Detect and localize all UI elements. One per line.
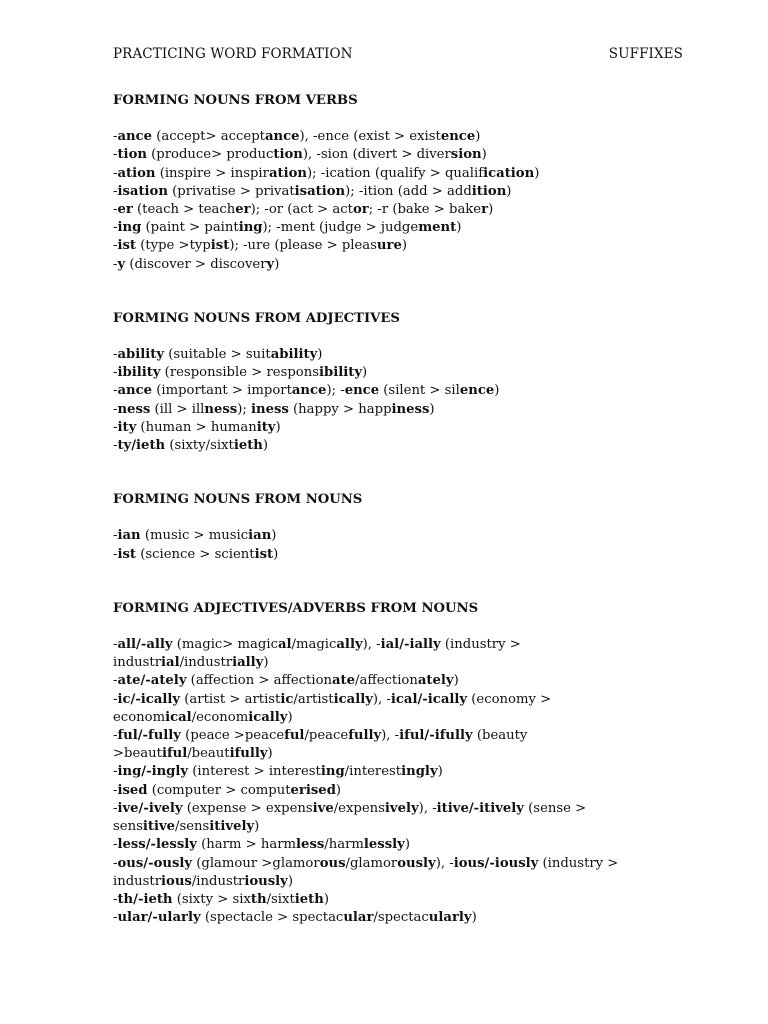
text-segment: /sens [175,819,210,835]
text-segment: (peace >peace [180,728,285,744]
text-segment: ) [254,819,260,835]
text-segment: (human > human [136,419,257,435]
suffix-line [113,800,683,818]
text-segment: (happy > happ [288,401,392,417]
suffix-bold: ially [232,655,264,671]
text-segment: ), - [381,728,400,744]
text-segment: - [113,800,118,816]
suffix-bold: iful [161,746,188,762]
text-segment: - [113,910,118,926]
text-segment: (ill > ill [150,401,205,417]
suffix-bold: ist [117,546,136,562]
suffix-bold: th/-ieth [117,891,173,907]
text-segment: ) [401,238,408,254]
suffix-line [113,527,683,545]
header-topic: SUFFIXES [608,46,683,62]
text-segment: - [113,256,118,272]
suffix-bold: ful/-fully [117,728,181,744]
suffix-line [113,836,683,854]
suffix-line [113,419,683,437]
text-segment: ) [263,655,269,671]
text-segment: ); -ication (qualify > qualif [307,165,484,181]
suffix-bold: ness [117,401,151,417]
text-segment: - [113,365,118,381]
suffix-line [113,691,683,709]
text-segment: (teach > teach [132,202,236,218]
suffix-bold: ieth [233,438,263,454]
text-segment: (produce> produc [146,147,274,163]
suffix-bold: ity [117,419,137,435]
text-segment: ), - [362,637,381,653]
text-segment: (harm > harm [196,837,297,853]
text-segment: (sixty/sixt [165,438,234,454]
suffix-bold: ular/-ularly [117,910,201,926]
suffix-bold: ive [312,800,334,816]
text-segment: (type >typ [136,238,211,254]
text-segment: - [113,220,118,236]
suffix-bold: fully [348,728,382,744]
text-segment: - [113,891,118,907]
suffix-bold: ously [397,855,436,871]
suffix-bold: ive/-ively [117,800,183,816]
text-segment: - [113,855,118,871]
text-segment: /peace [304,728,349,744]
text-segment: ) [317,347,323,363]
text-segment: (economy > [467,691,552,707]
suffix-bold: ance [117,383,153,399]
text-segment: - [113,637,118,653]
suffix-bold: iness [391,401,430,417]
suffix-bold: ation [268,165,307,181]
section-3 [113,600,683,927]
suffix-bold: ence [344,383,380,399]
suffix-bold: ing/-ingly [117,764,189,780]
text-segment: /sixt [266,891,295,907]
sections-container [113,92,683,927]
text-segment: - [113,401,118,417]
suffix-bold: ity [256,419,276,435]
suffix-bold: ous [319,855,346,871]
text-segment: (expense > expens [182,800,313,816]
suffix-line [113,763,683,781]
suffix-bold: ious [161,873,192,889]
text-segment: /beaut [187,746,230,762]
text-segment: (glamour >glamor [192,855,320,871]
text-segment: ) [456,220,462,236]
suffix-bold: ately [417,673,454,689]
text-segment: ) [362,365,368,381]
suffix-bold: iously [244,873,288,889]
text-segment: ) [273,546,279,562]
text-segment: ) [287,873,293,889]
suffix-bold: ing [320,764,345,780]
text-segment: ), - [372,691,391,707]
section-title: FORMING NOUNS FROM VERBS [113,93,358,108]
text-segment: (privatise > privat [167,183,295,199]
suffix-line [113,672,683,690]
suffix-bold: ure [376,238,402,254]
suffix-bold: ally [336,637,363,653]
suffix-line [113,128,683,146]
text-segment: ) [262,438,269,454]
text-segment: ); -ure (please > pleas [229,238,377,254]
text-segment: (magic> magic [172,637,278,653]
text-segment: industr [113,655,162,671]
suffix-bold: y [117,256,126,272]
suffix-bold: ic/-ically [117,691,181,707]
suffix-bold: less/-lessly [117,837,197,853]
text-segment: ) [475,129,481,145]
suffix-bold: ial/-ially [380,637,441,653]
text-segment: ) [506,183,512,199]
text-segment: ) [271,528,277,544]
text-segment: ), -sion (divert > diver [302,147,451,163]
suffix-line [113,256,683,274]
text-segment: /industr [191,873,245,889]
text-segment: ) [323,891,330,907]
text-segment: - [113,383,118,399]
suffix-bold: ibility [318,365,362,381]
suffix-line [113,401,683,419]
section-0 [113,92,683,274]
suffix-bold: ability [117,347,165,363]
text-segment: ), - [435,855,454,871]
text-segment: ) [471,910,477,926]
section-2 [113,491,683,564]
text-segment: /affection [355,673,418,689]
text-segment: - [113,202,118,218]
text-segment: ), -ence (exist > exist [299,129,441,145]
suffix-bold: ieth [294,891,324,907]
suffix-line [113,636,683,654]
suffix-bold: ingly [401,764,438,780]
suffix-bold: ical [165,709,192,725]
text-segment: ); -or (act > act [250,202,353,218]
text-segment: (discover > discover [125,256,267,272]
suffix-bold: ous/-ously [117,855,193,871]
suffix-bold: sion [450,147,482,163]
text-segment: ) [275,419,281,435]
suffix-bold: ian [117,528,141,544]
suffix-bold: isation [294,183,346,199]
suffix-line [113,891,683,909]
suffix-bold: itive/-itively [436,800,524,816]
document-page [113,44,683,963]
suffix-line [113,782,683,800]
text-segment: - [113,673,118,689]
suffix-bold: ition [471,183,507,199]
text-segment: - [113,147,118,163]
text-segment: - [113,419,118,435]
text-segment: (computer > comput [147,782,291,798]
text-segment: /spectac [373,910,429,926]
suffix-bold: ful [284,728,305,744]
text-segment: - [113,691,118,707]
suffix-bold: all/-ally [117,637,173,653]
suffix-bold: isation [117,183,168,199]
section-1 [113,310,683,455]
suffix-bold: ence [459,383,495,399]
text-segment: ) [494,383,500,399]
suffix-bold: ifully [229,746,268,762]
suffix-bold: ised [117,782,148,798]
suffix-line [113,873,683,891]
text-segment: /expens [333,800,385,816]
suffix-line [113,146,683,164]
suffix-line [113,709,683,727]
suffix-line [113,727,683,745]
suffix-bold: ibility [117,365,161,381]
suffix-bold: iful/-ifully [399,728,473,744]
text-segment: (accept> accept [152,129,265,145]
suffix-line [113,165,683,183]
text-segment: (sixty > six [172,891,251,907]
page-header [113,44,683,64]
text-segment: ); - [326,383,345,399]
suffix-bold: or [352,202,369,218]
suffix-bold: ic [280,691,294,707]
suffix-bold: ty/ieth [117,438,166,454]
text-segment: (industry > [538,855,619,871]
suffix-bold: ist [210,238,230,254]
text-segment: ) [274,256,280,272]
text-segment: (industry > [440,637,521,653]
suffix-bold: ment [418,220,457,236]
suffix-bold: ance [291,383,327,399]
text-segment: - [113,837,118,853]
suffix-bold: ular [343,910,374,926]
suffix-line [113,818,683,836]
suffix-line [113,382,683,400]
suffix-bold: ively [384,800,419,816]
text-segment: ) [481,147,487,163]
text-segment: (responsible > respons [160,365,319,381]
text-segment: ); [237,401,251,417]
text-segment: ; -r (bake > bake [368,202,482,218]
suffix-bold: ication [483,165,535,181]
suffix-bold: r [481,202,489,218]
text-segment: - [113,728,118,744]
text-segment: (suitable > suit [164,347,271,363]
text-segment: ) [335,782,342,798]
text-segment: - [113,438,118,454]
suffix-bold: ing [117,220,142,236]
text-segment: - [113,347,118,363]
suffix-bold: less [296,837,325,853]
suffix-bold: tion [117,147,147,163]
text-segment: - [113,546,118,562]
suffix-bold: ical/-ically [390,691,468,707]
suffix-line [113,364,683,382]
text-segment: /industr [179,655,233,671]
suffix-bold: tion [273,147,303,163]
suffix-line [113,909,683,927]
text-segment: /glamor [345,855,398,871]
suffix-bold: ious/-iously [453,855,539,871]
suffix-line [113,219,683,237]
text-segment: /harm [324,837,364,853]
header-title: PRACTICING WORD FORMATION [113,46,353,62]
text-segment: sens [113,819,143,835]
text-segment: - [113,129,118,145]
text-segment: /artist [293,691,334,707]
suffix-line [113,546,683,564]
suffix-line [113,237,683,255]
suffix-line [113,654,683,672]
text-segment: ); -ment (judge > judge [262,220,419,236]
suffix-bold: ist [117,238,136,254]
suffix-bold: ist [254,546,274,562]
text-segment: econom [113,709,166,725]
text-segment: ) [437,764,443,780]
text-segment: (music > music [140,528,249,544]
suffix-bold: itively [209,819,255,835]
suffix-bold: lessly [363,837,405,853]
suffix-bold: ation [117,165,156,181]
suffix-line [113,346,683,364]
text-segment: (inspire > inspir [155,165,269,181]
text-segment: ) [488,202,494,218]
suffix-bold: ial [161,655,180,671]
text-segment: (important > import [152,383,292,399]
suffix-bold: ate [332,673,356,689]
text-segment: (sense > [523,800,587,816]
text-segment: (science > scient [136,546,255,562]
suffix-bold: ian [248,528,272,544]
text-segment: - [113,782,118,798]
text-segment: (artist > artist [180,691,281,707]
text-segment: (silent > sil [379,383,460,399]
text-segment: ) [534,165,540,181]
text-segment: (paint > paint [141,220,239,236]
suffix-bold: ing [238,220,263,236]
text-segment: /interest [344,764,402,780]
suffix-bold: al [277,637,292,653]
text-segment: >beaut [113,746,162,762]
section-title: FORMING NOUNS FROM ADJECTIVES [113,310,400,326]
suffix-bold: th [250,891,267,907]
text-segment: (spectacle > spectac [200,910,344,926]
text-segment: - [113,764,118,780]
suffix-bold: ularly [428,910,472,926]
text-segment: - [113,528,118,544]
text-segment: ) [267,746,273,762]
suffix-bold: er [235,202,251,218]
suffix-line [113,855,683,873]
text-segment: /magic [291,637,337,653]
suffix-bold: ance [117,129,153,145]
text-segment: /econom [191,709,249,725]
suffix-bold: ance [264,129,300,145]
text-segment: (affection > affection [186,673,332,689]
suffix-line [113,201,683,219]
text-segment: ) [404,837,410,853]
suffix-bold: ically [333,691,373,707]
suffix-bold: ence [440,129,476,145]
suffix-bold: ate/-ately [117,673,187,689]
suffix-bold: iness [250,401,289,417]
suffix-bold: itive [142,819,176,835]
suffix-bold: ability [270,347,318,363]
text-segment: ) [429,401,435,417]
text-segment: industr [113,873,162,889]
suffix-line [113,437,683,455]
section-title: FORMING ADJECTIVES/ADVERBS FROM NOUNS [113,600,479,616]
text-segment: ) [453,673,459,689]
text-segment: - [113,183,118,199]
text-segment: (interest > interest [188,764,321,780]
text-segment: - [113,165,118,181]
suffix-bold: ness [204,401,238,417]
suffix-bold: erised [290,782,336,798]
suffix-bold: er [117,202,133,218]
text-segment: ); -ition (add > add [345,183,472,199]
text-segment: - [113,238,118,254]
text-segment: (beauty [472,728,528,744]
suffix-bold: ically [248,709,288,725]
section-title: FORMING NOUNS FROM NOUNS [113,492,363,508]
suffix-line [113,745,683,763]
suffix-bold: y [266,256,275,272]
text-segment: ) [287,709,293,725]
text-segment: ), - [418,800,437,816]
suffix-line [113,183,683,201]
